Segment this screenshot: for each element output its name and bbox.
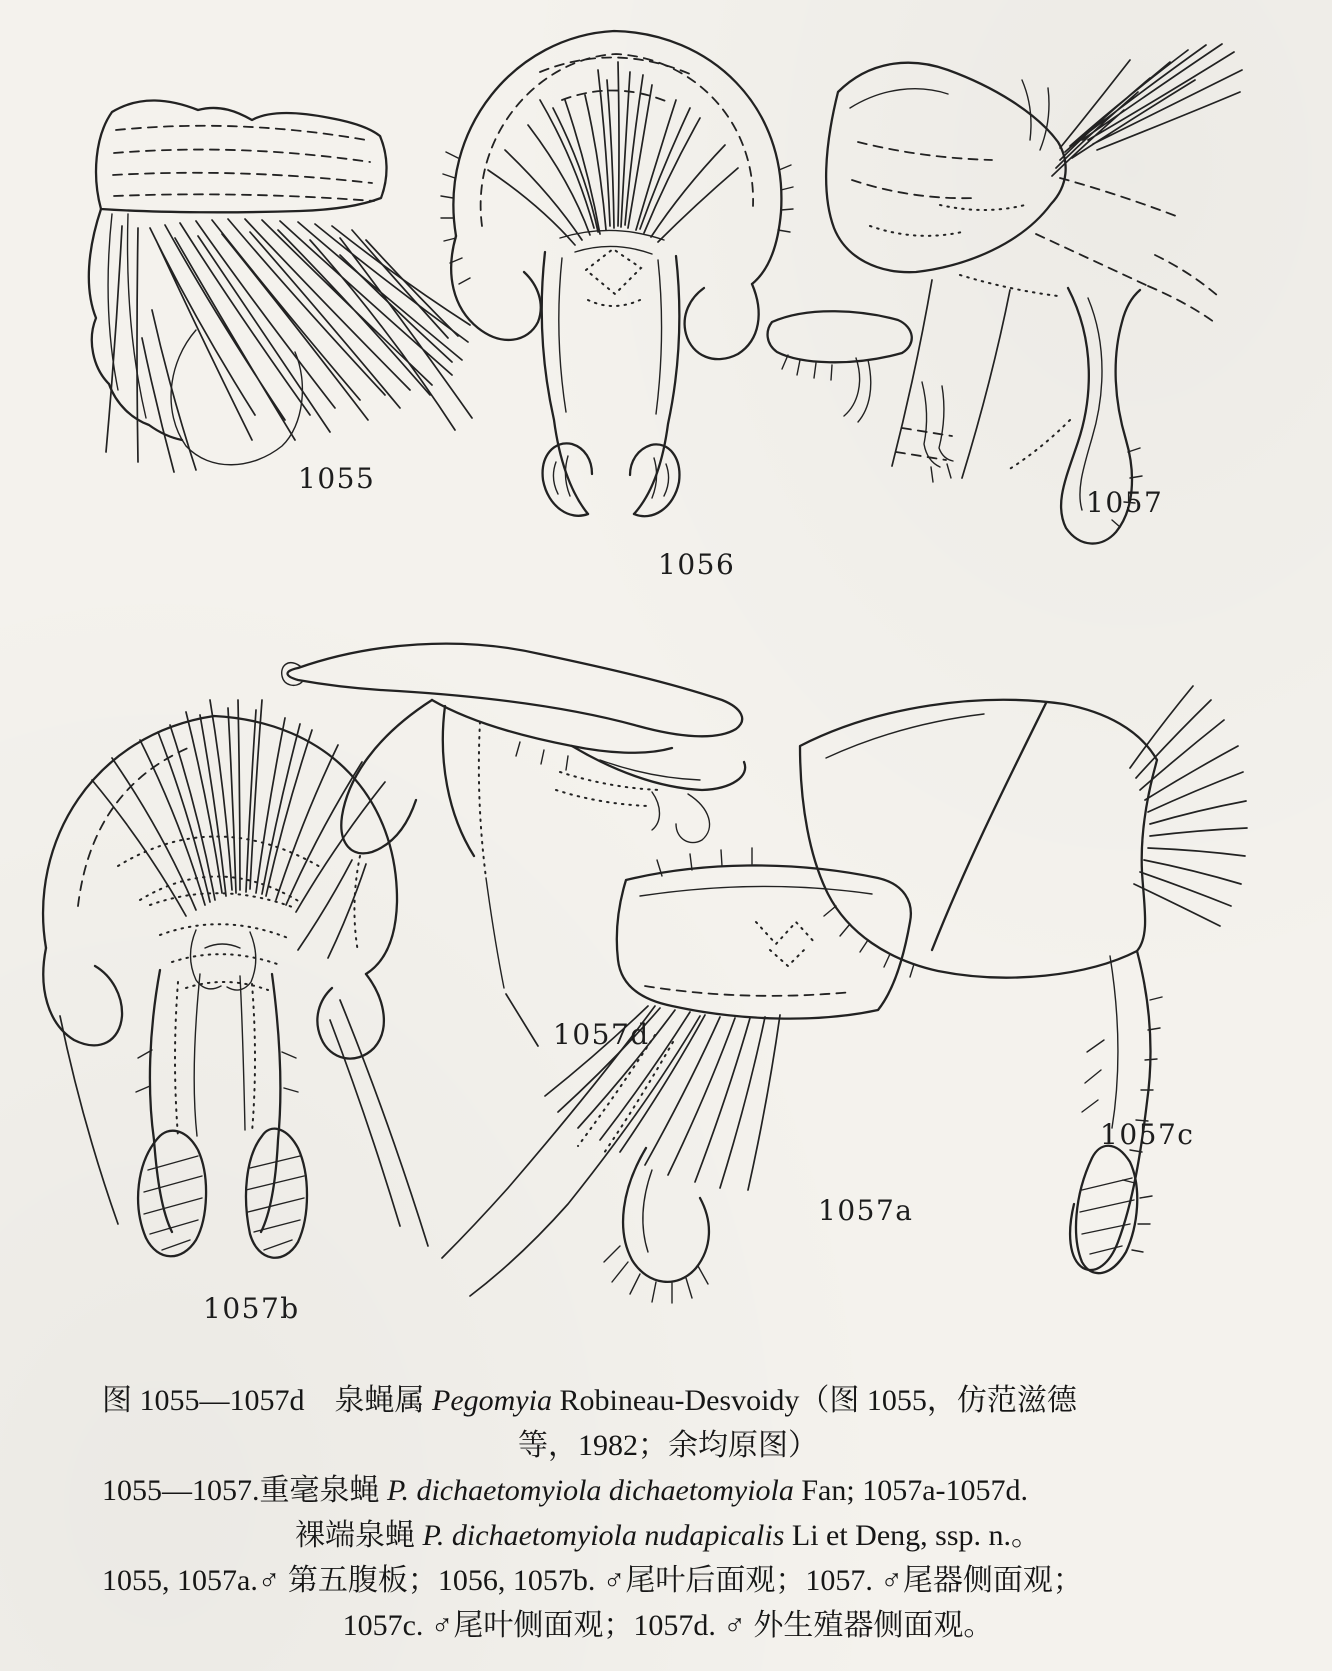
caption-text: 1055—1057.重毫泉蝇 <box>102 1474 387 1507</box>
figure-1056-drawing <box>441 31 793 516</box>
caption-line-species-1 <box>92 1468 1244 1513</box>
figure-1057d-drawing <box>282 644 745 1046</box>
species-name-2: P. dichaetomyiola nudapicalis <box>422 1519 785 1552</box>
caption-line-source: 等，1982；余均原图） <box>518 1429 818 1462</box>
figure-label-1057c: 1057c <box>1100 1118 1195 1151</box>
figure-caption <box>92 1378 1244 1648</box>
caption-line-views-2: 1057c. ♂尾叶侧面观；1057d. ♂ 外生殖器侧面观。 <box>342 1609 994 1642</box>
figure-label-1057a: 1057a <box>818 1194 914 1227</box>
figure-label-1057b: 1057b <box>203 1292 300 1325</box>
figure-label-1055: 1055 <box>298 462 376 495</box>
figure-label-1057d: 1057d <box>553 1018 650 1051</box>
figure-label-1057: 1057 <box>1086 486 1164 519</box>
caption-line-species-2 <box>92 1513 1244 1558</box>
figure-label-1056: 1056 <box>658 548 736 581</box>
caption-text: Li et Deng, ssp. n.。 <box>784 1519 1042 1552</box>
figure-1057c-drawing <box>800 686 1247 1273</box>
caption-text: 图 1055—1057d 泉蝇属 <box>102 1384 432 1417</box>
genus-name: Pegomyia <box>432 1384 552 1417</box>
caption-text: 裸端泉蝇 <box>294 1519 423 1552</box>
caption-text: Robineau-Desvoidy（图 1055，仿范滋德 <box>551 1384 1077 1417</box>
caption-text: Fan; 1057a-1057d. <box>793 1474 1029 1507</box>
figure-1055-drawing <box>89 100 472 472</box>
figure-1057a-drawing <box>442 848 914 1303</box>
caption-line-title <box>92 1378 1244 1423</box>
figure-1057b-drawing <box>43 700 428 1258</box>
caption-line-views-1: 1055, 1057a.♂ 第五腹板；1056, 1057b. ♂尾叶后面观；1057. ♂尾器侧面观； <box>102 1564 1083 1597</box>
figure-1057-drawing <box>768 44 1242 544</box>
species-name-1: P. dichaetomyiola dichaetomyiola <box>387 1474 794 1507</box>
